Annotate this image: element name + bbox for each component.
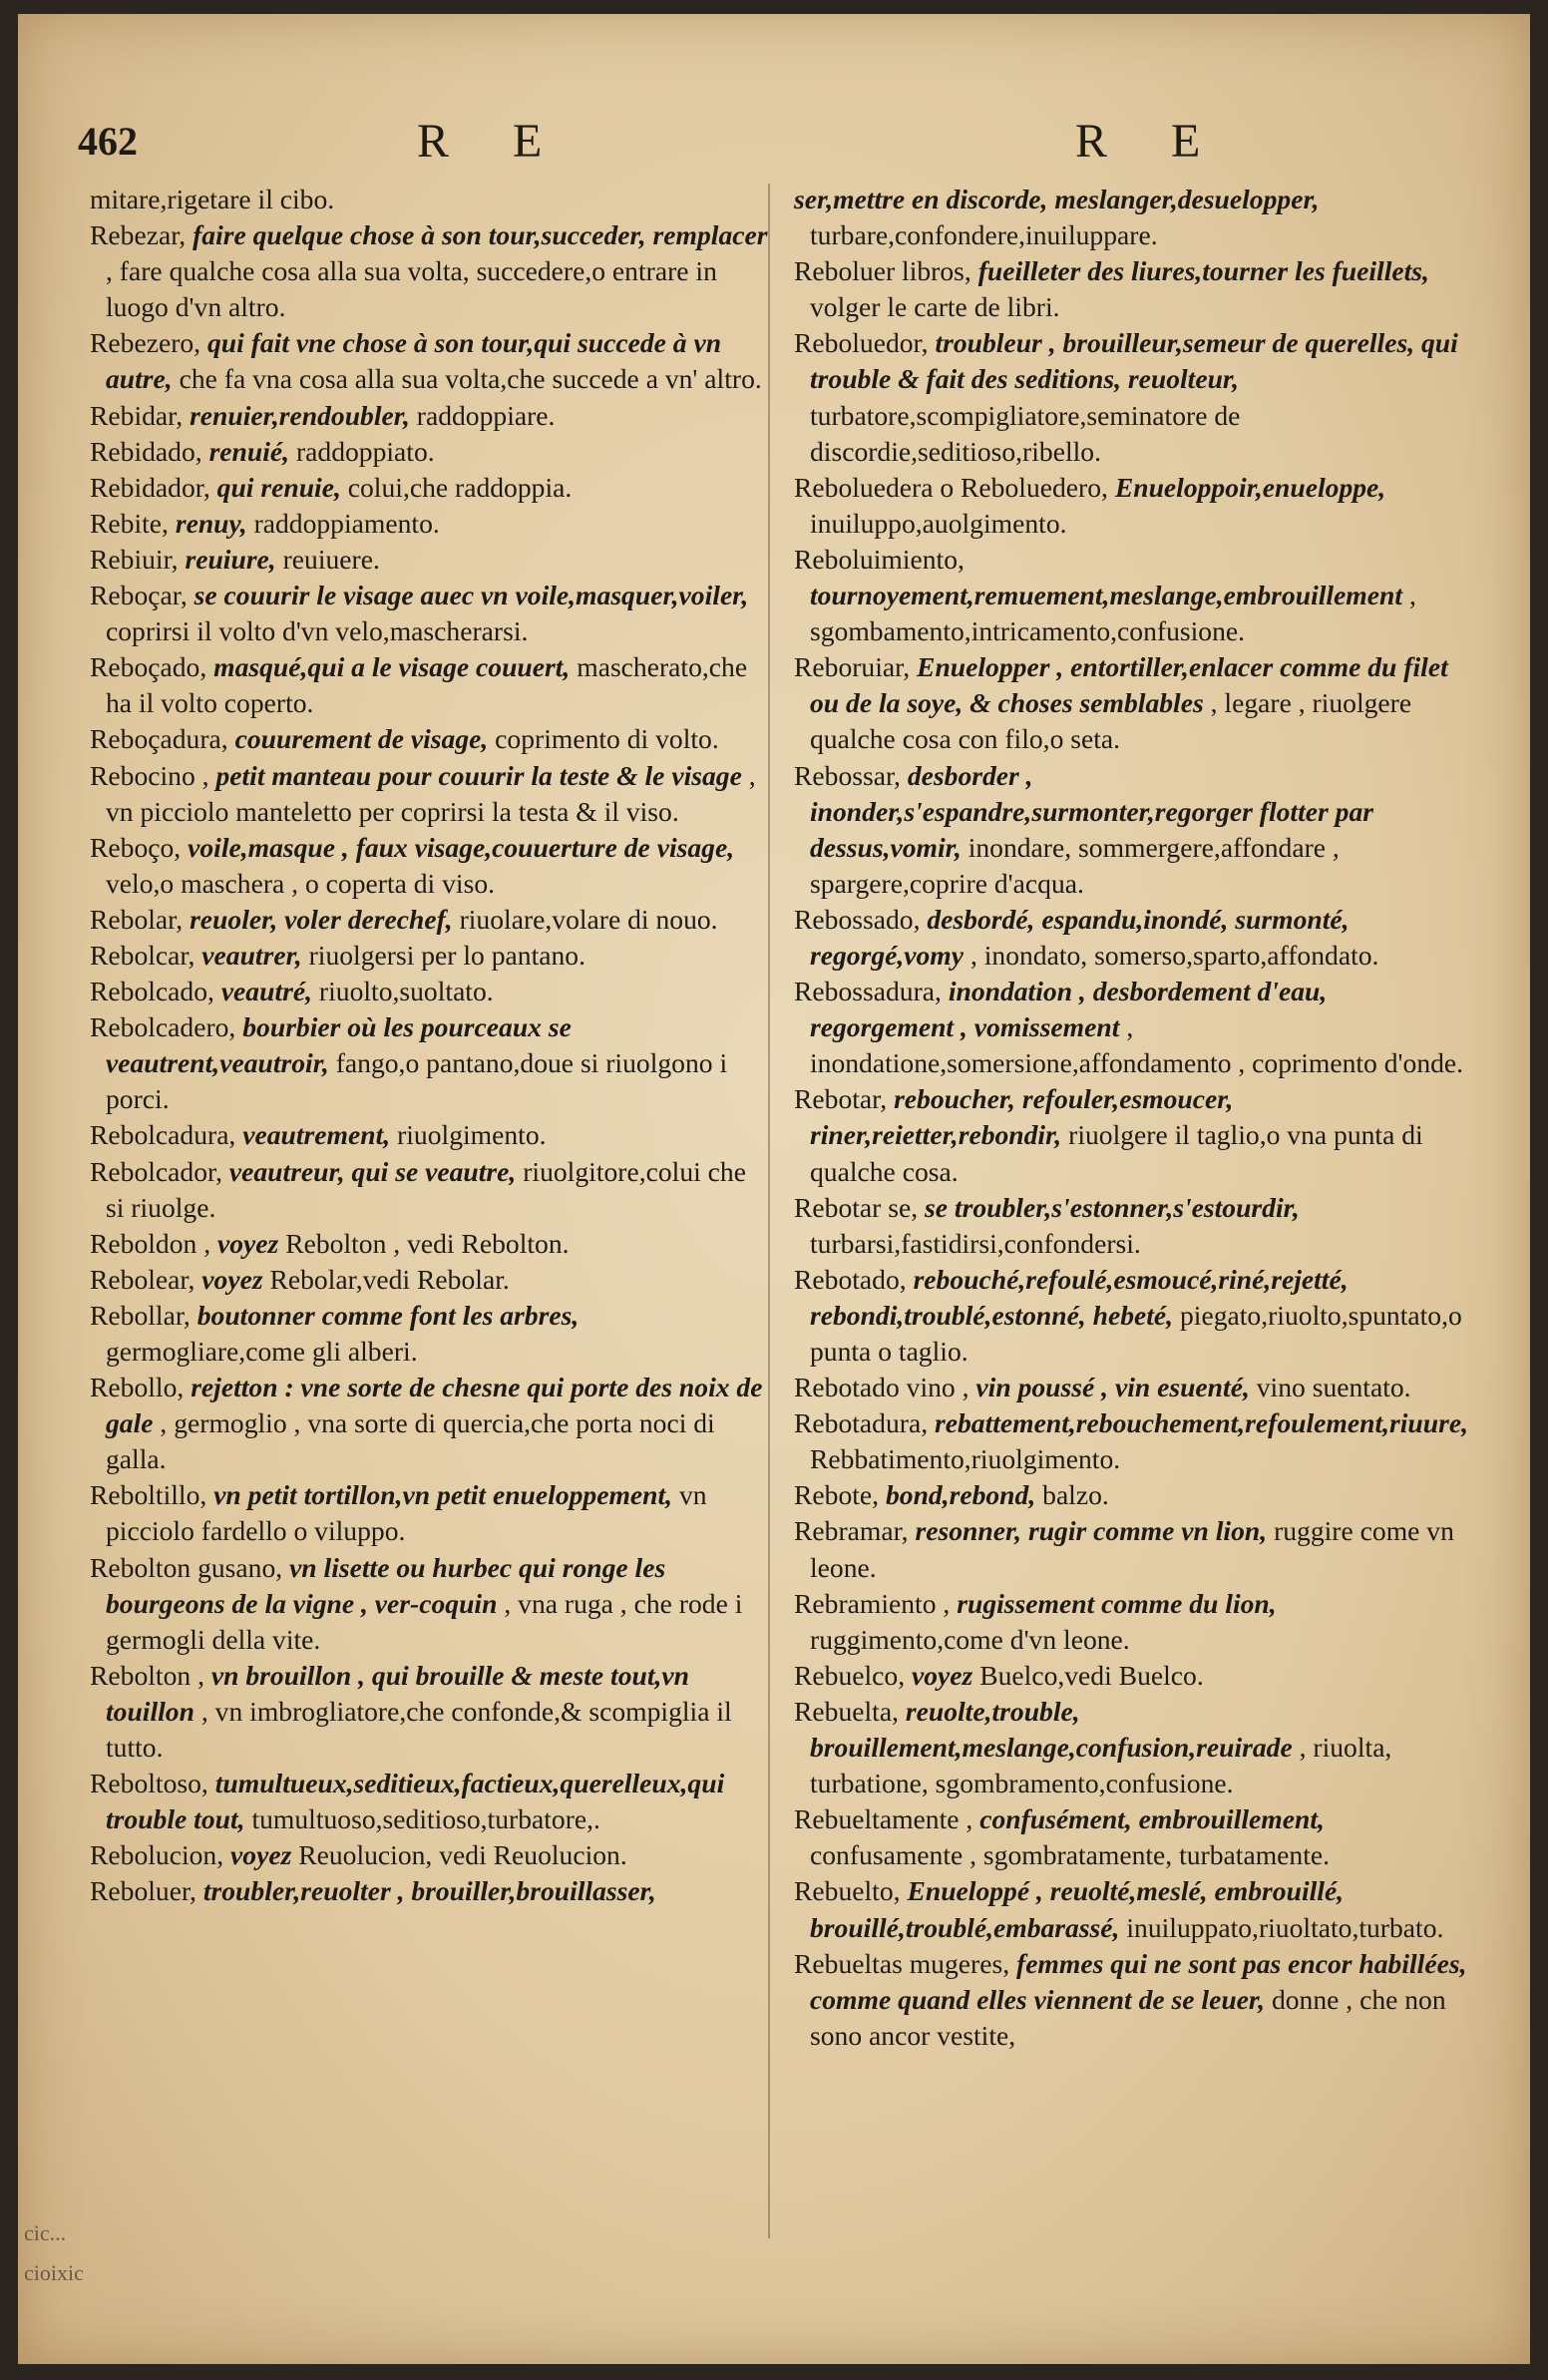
italian-translation: , vn imbrogliatore,che confonde,& scompiglia il tutto. bbox=[106, 1695, 732, 1764]
italian-translation: germogliare,come gli alberi. bbox=[106, 1336, 418, 1367]
dictionary-entry bbox=[794, 1370, 1472, 1405]
headword: Reboltoso, bbox=[90, 1768, 208, 1799]
dictionary-entry bbox=[794, 1586, 1472, 1658]
french-translation: resonner, rugir comme vn lion, bbox=[915, 1515, 1268, 1547]
dictionary-entry bbox=[90, 434, 768, 470]
headword: Rebolcador, bbox=[90, 1155, 222, 1187]
italian-translation: piegato,riuolto,spuntato,o punta o taglio. bbox=[810, 1299, 1462, 1367]
headword: Rebezero, bbox=[90, 327, 201, 359]
italian-translation: raddoppiamento. bbox=[253, 507, 440, 539]
headword: Reboço, bbox=[90, 831, 182, 863]
french-translation: renuy, bbox=[175, 507, 247, 539]
page-number: 462 bbox=[78, 119, 138, 164]
french-translation: reuolte,trouble, brouillement,meslange,confusion,reuirade bbox=[810, 1695, 1293, 1764]
french-translation: vn petit tortillon,vn petit enueloppement, bbox=[213, 1479, 673, 1511]
italian-translation: raddoppiare. bbox=[416, 399, 556, 431]
italian-translation: Rebbatimento,riuolgimento. bbox=[810, 1443, 1121, 1475]
headword: Rebolar, bbox=[90, 903, 184, 935]
dictionary-entry bbox=[90, 1477, 768, 1549]
italian-translation: riuolgere il taglio,o vna punta di qualche cosa. bbox=[810, 1119, 1423, 1187]
italian-translation: , inondato, somerso,sparto,affondato. bbox=[969, 939, 1379, 971]
dictionary-entry bbox=[90, 1262, 768, 1298]
italian-translation: riuolgersi per lo pantano. bbox=[308, 939, 586, 971]
headword: Reboçadura, bbox=[90, 723, 228, 755]
headword: Reboçado, bbox=[90, 651, 207, 683]
italian-translation: confusamente , sgombratamente, turbatamente. bbox=[810, 1839, 1331, 1871]
running-head-right: R E bbox=[1075, 115, 1227, 168]
headword: Reboluedor, bbox=[794, 327, 929, 359]
headword: Rebossar, bbox=[794, 759, 901, 791]
dictionary-entry bbox=[90, 1658, 768, 1766]
italian-translation: coprimento di volto. bbox=[495, 723, 719, 755]
headword: Rebotar, bbox=[794, 1083, 888, 1115]
headword: Rebotado, bbox=[794, 1263, 907, 1295]
italian-translation: coprirsi il volto d'vn velo,mascherarsi. bbox=[106, 615, 529, 647]
headword: Rebolcadura, bbox=[90, 1119, 236, 1151]
french-translation: Enueloppé , reuolté,meslé, embrouillé, brouillé,troublé,embarassé, bbox=[810, 1875, 1345, 1943]
right-column bbox=[794, 182, 1472, 2054]
italian-translation: inondare, sommergere,affondare , spargere,coprire d'acqua. bbox=[810, 831, 1340, 899]
headword: Rebossado, bbox=[794, 903, 921, 935]
french-translation: qui fait vne chose à son tour,qui succede à vn autre, bbox=[106, 327, 722, 395]
headword: Rebuelto, bbox=[794, 1875, 901, 1907]
italian-translation: tumultuoso,seditioso,turbatore,. bbox=[251, 1803, 600, 1835]
dictionary-entry bbox=[794, 974, 1472, 1081]
french-translation: voyez bbox=[217, 1227, 279, 1259]
dictionary-entry bbox=[794, 1658, 1472, 1694]
italian-translation: Buelco,vedi Buelco. bbox=[979, 1659, 1204, 1691]
italian-translation: , germoglio , vna sorte di quercia,che porta noci di galla. bbox=[106, 1407, 715, 1475]
dictionary-entry bbox=[794, 1873, 1472, 1945]
headword: Rebossadura, bbox=[794, 976, 942, 1007]
headword: Rebolton , bbox=[90, 1659, 204, 1691]
french-translation: veautrer, bbox=[201, 939, 302, 971]
dictionary-entry bbox=[794, 1946, 1472, 2054]
dictionary-entry bbox=[90, 1837, 768, 1873]
french-translation: bond,rebond, bbox=[885, 1479, 1036, 1511]
french-translation: voyez bbox=[230, 1839, 292, 1871]
dictionary-entry bbox=[794, 253, 1472, 325]
italian-translation: ruggimento,come d'vn leone. bbox=[810, 1623, 1130, 1655]
italian-translation: Reuolucion, vedi Reuolucion. bbox=[298, 1839, 627, 1871]
french-translation: Enueloppoir,enueloppe, bbox=[1114, 471, 1386, 503]
french-translation: qui renuie, bbox=[216, 471, 341, 503]
margin-note: cic... bbox=[24, 2220, 67, 2245]
headword: Reboldon , bbox=[90, 1227, 211, 1259]
french-translation: rebouché,refoulé,esmoucé,riné,rejetté, rebondi,troublé,estonné, hebeté, bbox=[810, 1263, 1349, 1331]
dictionary-entry bbox=[90, 398, 768, 434]
dictionary-entry bbox=[90, 1298, 768, 1370]
french-translation: renuié, bbox=[208, 435, 290, 467]
italian-translation: velo,o maschera , o coperta di viso. bbox=[106, 867, 496, 899]
headword: Reboluer, bbox=[90, 1875, 196, 1907]
headword: Rebramiento , bbox=[794, 1587, 951, 1619]
italian-translation: turbarsi,fastidirsi,confondersi. bbox=[810, 1227, 1141, 1259]
dictionary-entry bbox=[90, 542, 768, 578]
dictionary-entry bbox=[794, 325, 1472, 469]
left-column bbox=[90, 182, 768, 1910]
dictionary-entry bbox=[90, 1117, 768, 1153]
french-translation: faire quelque chose à son tour,succeder, remplacer bbox=[193, 219, 768, 251]
dictionary-entry bbox=[794, 1477, 1472, 1513]
headword: Rebolcado, bbox=[90, 976, 214, 1007]
french-translation: reuiure, bbox=[185, 543, 276, 575]
italian-translation: riuolgimento. bbox=[397, 1119, 547, 1151]
dictionary-entry bbox=[794, 1513, 1472, 1585]
french-translation: rebattement,rebouchement,refoulement,riuure, bbox=[935, 1407, 1469, 1439]
headword: Rebolcar, bbox=[90, 939, 195, 971]
dictionary-entry bbox=[794, 1190, 1472, 1262]
margin-note: cioixic bbox=[24, 2260, 84, 2285]
dictionary-entry bbox=[794, 182, 1472, 253]
dictionary-entry bbox=[794, 470, 1472, 542]
italian-translation: Rebolton , vedi Rebolton. bbox=[285, 1227, 570, 1259]
italian-translation: donne , che non sono ancor vestite, bbox=[810, 1983, 1446, 2051]
french-translation: Enuelopper , entortiller,enlacer comme du filet ou de la soye, & choses semblables bbox=[810, 651, 1448, 719]
french-translation: veautré, bbox=[220, 976, 313, 1007]
french-translation: reuoler, voler derechef, bbox=[190, 903, 453, 935]
headword: Rebotadura, bbox=[794, 1407, 929, 1439]
french-translation: reboucher, refouler,esmoucer, riner,reietter,rebondir, bbox=[810, 1083, 1234, 1151]
italian-translation: inuiluppato,riuoltato,turbato. bbox=[1126, 1911, 1444, 1943]
headword: Rebite, bbox=[90, 507, 169, 539]
italian-translation: riuolare,volare di nouo. bbox=[459, 903, 718, 935]
french-translation: fueilleter des liures,tourner les fueillets, bbox=[977, 255, 1429, 287]
headword: Rebote, bbox=[794, 1479, 880, 1511]
italian-translation: raddoppiato. bbox=[295, 435, 435, 467]
french-translation: bourbier où les pourceaux se veautrent,veautroir, bbox=[106, 1011, 572, 1079]
french-translation: vin poussé , vin esuenté, bbox=[975, 1372, 1250, 1403]
french-translation: voile,masque , faux visage,couuerture de visage, bbox=[188, 831, 735, 863]
dictionary-entry bbox=[90, 974, 768, 1009]
dictionary-entry bbox=[90, 1370, 768, 1477]
italian-translation: , legare , riuolgere qualche cosa con filo,o seta. bbox=[810, 687, 1412, 755]
french-translation: se couurir le visage auec vn voile,masquer,voiler, bbox=[194, 580, 749, 611]
dictionary-entry bbox=[90, 578, 768, 649]
italian-translation: reuiuere. bbox=[282, 543, 380, 575]
dictionary-entry bbox=[90, 1009, 768, 1117]
french-translation: rejetton : vne sorte de chesne qui porte des noix de gale bbox=[106, 1372, 763, 1439]
italian-translation: vn picciolo fardello o viluppo. bbox=[106, 1479, 707, 1547]
headword: Reboruiar, bbox=[794, 651, 911, 683]
headword: Rebollar, bbox=[90, 1299, 191, 1331]
dictionary-entry bbox=[90, 1550, 768, 1658]
dictionary-entry bbox=[90, 217, 768, 325]
italian-translation: riuolto,suoltato. bbox=[318, 976, 494, 1007]
italian-translation: , fare qualche cosa alla sua volta, succedere,o entrare in luogo d'vn altro. bbox=[106, 255, 717, 323]
headword: Rebueltas mugeres, bbox=[794, 1947, 1010, 1979]
italian-translation: mitare,rigetare il cibo. bbox=[90, 184, 335, 214]
french-translation: inondation , desbordement d'eau, regorgement , vomissement bbox=[810, 976, 1328, 1043]
italian-translation: turbatore,scompigliatore,seminatore de discordie,seditioso,ribello. bbox=[810, 399, 1241, 467]
french-translation: boutonner comme font les arbres, bbox=[196, 1299, 580, 1331]
dictionary-entry bbox=[794, 758, 1472, 902]
dictionary-page bbox=[18, 14, 1530, 2364]
french-translation: rugissement comme du lion, bbox=[957, 1587, 1277, 1619]
french-translation: couurement de visage, bbox=[234, 723, 489, 755]
french-translation: vn lisette ou hurbec qui ronge les bourgeons de la vigne , ver-coquin bbox=[106, 1551, 666, 1619]
headword: Reboçar, bbox=[90, 580, 188, 611]
headword: Rebuelta, bbox=[794, 1695, 899, 1727]
italian-translation: , riuolta, turbatione, sgombramento,confusione. bbox=[810, 1732, 1392, 1799]
dictionary-entry bbox=[794, 902, 1472, 974]
headword: Reboltillo, bbox=[90, 1479, 207, 1511]
french-translation: femmes qui ne sont pas encor habillées, comme quand elles viennent de se leuer, bbox=[810, 1947, 1467, 2015]
french-translation: troubler,reuolter , brouiller,brouillasser, bbox=[202, 1875, 656, 1907]
headword: Reboluer libros, bbox=[794, 255, 971, 287]
italian-translation: turbare,confondere,inuiluppare. bbox=[810, 219, 1158, 251]
dictionary-entry bbox=[90, 1873, 768, 1909]
french-translation: troubleur , brouilleur,semeur de querelles, qui trouble & fait des seditions, reuolteur, bbox=[810, 327, 1458, 395]
italian-translation: fango,o pantano,doue si riuolgono i porci. bbox=[106, 1047, 728, 1115]
french-translation: ser,mettre en discorde, meslanger,desuelopper, bbox=[794, 184, 1320, 214]
dictionary-entry bbox=[90, 758, 768, 830]
french-translation: masqué,qui a le visage couuert, bbox=[213, 651, 571, 683]
french-translation: se troubler,s'estonner,s'estourdir, bbox=[925, 1191, 1300, 1223]
italian-translation: inuiluppo,auolgimento. bbox=[810, 507, 1067, 539]
dictionary-entry bbox=[794, 649, 1472, 757]
dictionary-entry bbox=[90, 938, 768, 974]
french-translation: renuier,rendoubler, bbox=[190, 399, 410, 431]
dictionary-entry bbox=[90, 506, 768, 542]
headword: Rebiuir, bbox=[90, 543, 179, 575]
italian-translation: che fa vna cosa alla sua volta,che succede a vn' altro. bbox=[179, 363, 762, 395]
french-translation: confusément, embrouillement, bbox=[979, 1803, 1325, 1835]
headword: Reboluimiento, bbox=[794, 543, 965, 575]
headword: Rebolcadero, bbox=[90, 1011, 236, 1043]
headword: Rebramar, bbox=[794, 1515, 909, 1547]
dictionary-entry bbox=[90, 830, 768, 902]
french-translation: vn brouillon , qui brouille & meste tout,vn touillon bbox=[106, 1659, 690, 1727]
dictionary-entry bbox=[794, 1405, 1472, 1477]
headword: Rebidar, bbox=[90, 399, 184, 431]
dictionary-entry bbox=[90, 1766, 768, 1837]
dictionary-entry bbox=[90, 325, 768, 397]
italian-translation: , sgombamento,intricamento,confusione. bbox=[810, 580, 1416, 647]
italian-translation: colui,che raddoppia. bbox=[347, 471, 573, 503]
dictionary-entry bbox=[90, 1226, 768, 1262]
dictionary-entry bbox=[90, 649, 768, 721]
french-translation: voyez bbox=[201, 1263, 263, 1295]
headword: Rebezar, bbox=[90, 219, 187, 251]
dictionary-entry bbox=[794, 1081, 1472, 1189]
running-head-left: R E bbox=[417, 115, 569, 168]
dictionary-entry bbox=[90, 721, 768, 757]
headword: Rebollo, bbox=[90, 1372, 185, 1403]
italian-translation: Rebolar,vedi Rebolar. bbox=[269, 1263, 510, 1295]
french-translation: veautrement, bbox=[242, 1119, 391, 1151]
column-divider bbox=[768, 184, 770, 2238]
italian-translation: balzo. bbox=[1042, 1479, 1109, 1511]
italian-translation: ruggire come vn leone. bbox=[810, 1515, 1454, 1583]
headword: Rebotar se, bbox=[794, 1191, 919, 1223]
italian-translation: vino suentato. bbox=[1256, 1372, 1411, 1403]
page-header bbox=[78, 114, 1474, 174]
dictionary-entry bbox=[90, 470, 768, 506]
french-translation: tumultueux,seditieux,factieux,querelleux,qui trouble tout, bbox=[106, 1768, 725, 1835]
italian-translation: , vna ruga , che rode i germogli della vite. bbox=[106, 1587, 743, 1655]
headword: Rebidador, bbox=[90, 471, 210, 503]
french-translation: desbordé, espandu,inondé, surmonté, regorgé,vomy bbox=[810, 903, 1350, 971]
headword: Rebotado vino , bbox=[794, 1372, 969, 1403]
french-translation: petit manteau pour couurir la teste & le visage bbox=[215, 759, 742, 791]
french-translation: tournoyement,remuement,meslange,embrouillement bbox=[810, 580, 1403, 611]
dictionary-entry bbox=[794, 1694, 1472, 1801]
dictionary-entry bbox=[794, 542, 1472, 649]
dictionary-entry bbox=[90, 1154, 768, 1226]
dictionary-entry bbox=[90, 182, 768, 217]
headword: Rebolucion, bbox=[90, 1839, 224, 1871]
headword: Rebolear, bbox=[90, 1263, 195, 1295]
headword: Rebolton gusano, bbox=[90, 1551, 283, 1583]
italian-translation: , vn picciolo manteletto per coprirsi la testa & il viso. bbox=[106, 759, 756, 827]
headword: Rebueltamente , bbox=[794, 1803, 973, 1835]
french-translation: desborder , inonder,s'espandre,surmonter,regorger flotter par dessus,vomir, bbox=[810, 759, 1373, 863]
dictionary-entry bbox=[794, 1801, 1472, 1873]
dictionary-entry bbox=[90, 902, 768, 938]
headword: Rebidado, bbox=[90, 435, 202, 467]
italian-translation: riuolgitore,colui che si riuolge. bbox=[106, 1155, 746, 1223]
headword: Rebocino , bbox=[90, 759, 209, 791]
french-translation: veautreur, qui se veautre, bbox=[228, 1155, 517, 1187]
italian-translation: volger le carte de libri. bbox=[810, 291, 1060, 323]
italian-translation: mascherato,che ha il volto coperto. bbox=[106, 651, 748, 719]
headword: Rebuelco, bbox=[794, 1659, 906, 1691]
italian-translation: , inondatione,somersione,affondamento , coprimento d'onde. bbox=[810, 1011, 1464, 1079]
dictionary-entry bbox=[794, 1262, 1472, 1370]
french-translation: voyez bbox=[912, 1659, 973, 1691]
headword: Reboluedera o Reboluedero, bbox=[794, 471, 1108, 503]
